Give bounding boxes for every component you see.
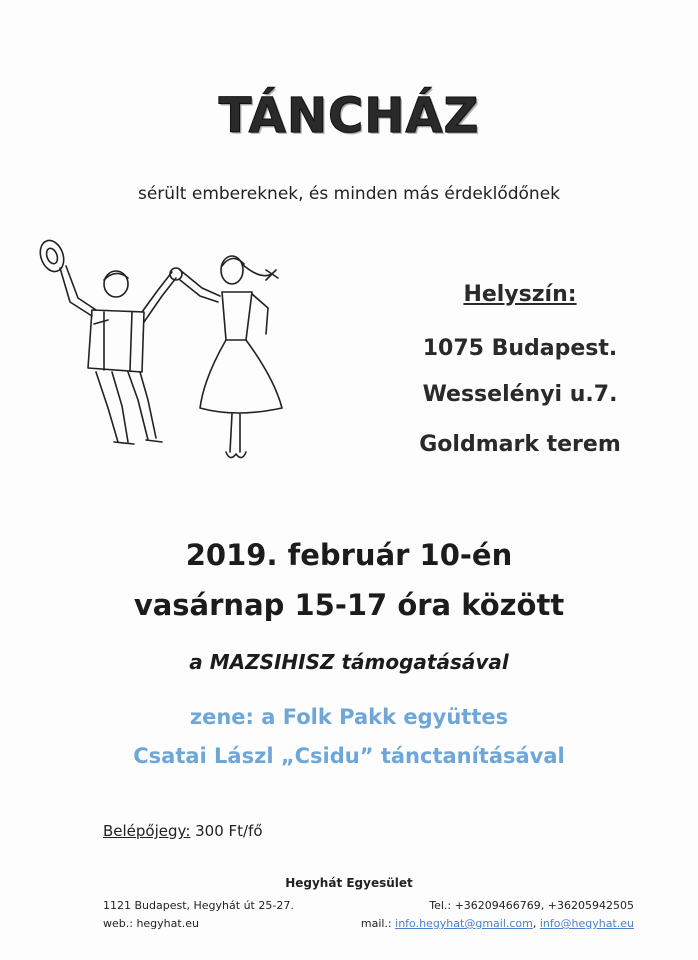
venue-room-line: Goldmark terem bbox=[419, 432, 621, 457]
venue-street-line: Wesselényi u.7. bbox=[422, 382, 618, 407]
dancing-couple-icon bbox=[30, 230, 310, 480]
organization-web: web.: hegyhat.eu bbox=[103, 917, 199, 930]
mail-label: mail.: bbox=[360, 917, 396, 930]
poster-title: TÁNCHÁZ bbox=[218, 88, 480, 144]
event-time: vasárnap 15-17 óra között bbox=[133, 588, 565, 622]
event-teaching: Csatai Lászl „Csidu” tánctanításával bbox=[133, 744, 565, 768]
event-date: 2019. február 10-én bbox=[185, 538, 513, 572]
organization-mail bbox=[361, 917, 634, 930]
venue-address-line: 1075 Budapest. bbox=[422, 336, 618, 361]
mail-separator: , bbox=[532, 917, 540, 930]
ticket-label: Belépőjegy: bbox=[103, 822, 191, 840]
venue-label: Helyszín: bbox=[463, 282, 577, 307]
organization-name: Hegyhát Egyesület bbox=[285, 876, 413, 890]
ticket-info bbox=[103, 822, 263, 840]
mail-link-gmail[interactable]: info.hegyhat@gmail.com bbox=[395, 917, 533, 930]
event-music: zene: a Folk Pakk együttes bbox=[189, 705, 509, 729]
event-support: a MAZSIHISZ támogatásával bbox=[189, 650, 509, 674]
organization-address: 1121 Budapest, Hegyhát út 25-27. bbox=[103, 899, 294, 912]
organization-phone: Tel.: +36209466769, +36205942505 bbox=[429, 899, 634, 912]
mail-link-hegyhat[interactable]: info@hegyhat.eu bbox=[539, 917, 634, 930]
poster-subtitle: sérült embereknek, és minden más érdeklődőnek bbox=[137, 184, 561, 204]
ticket-price: 300 Ft/fő bbox=[190, 822, 263, 840]
